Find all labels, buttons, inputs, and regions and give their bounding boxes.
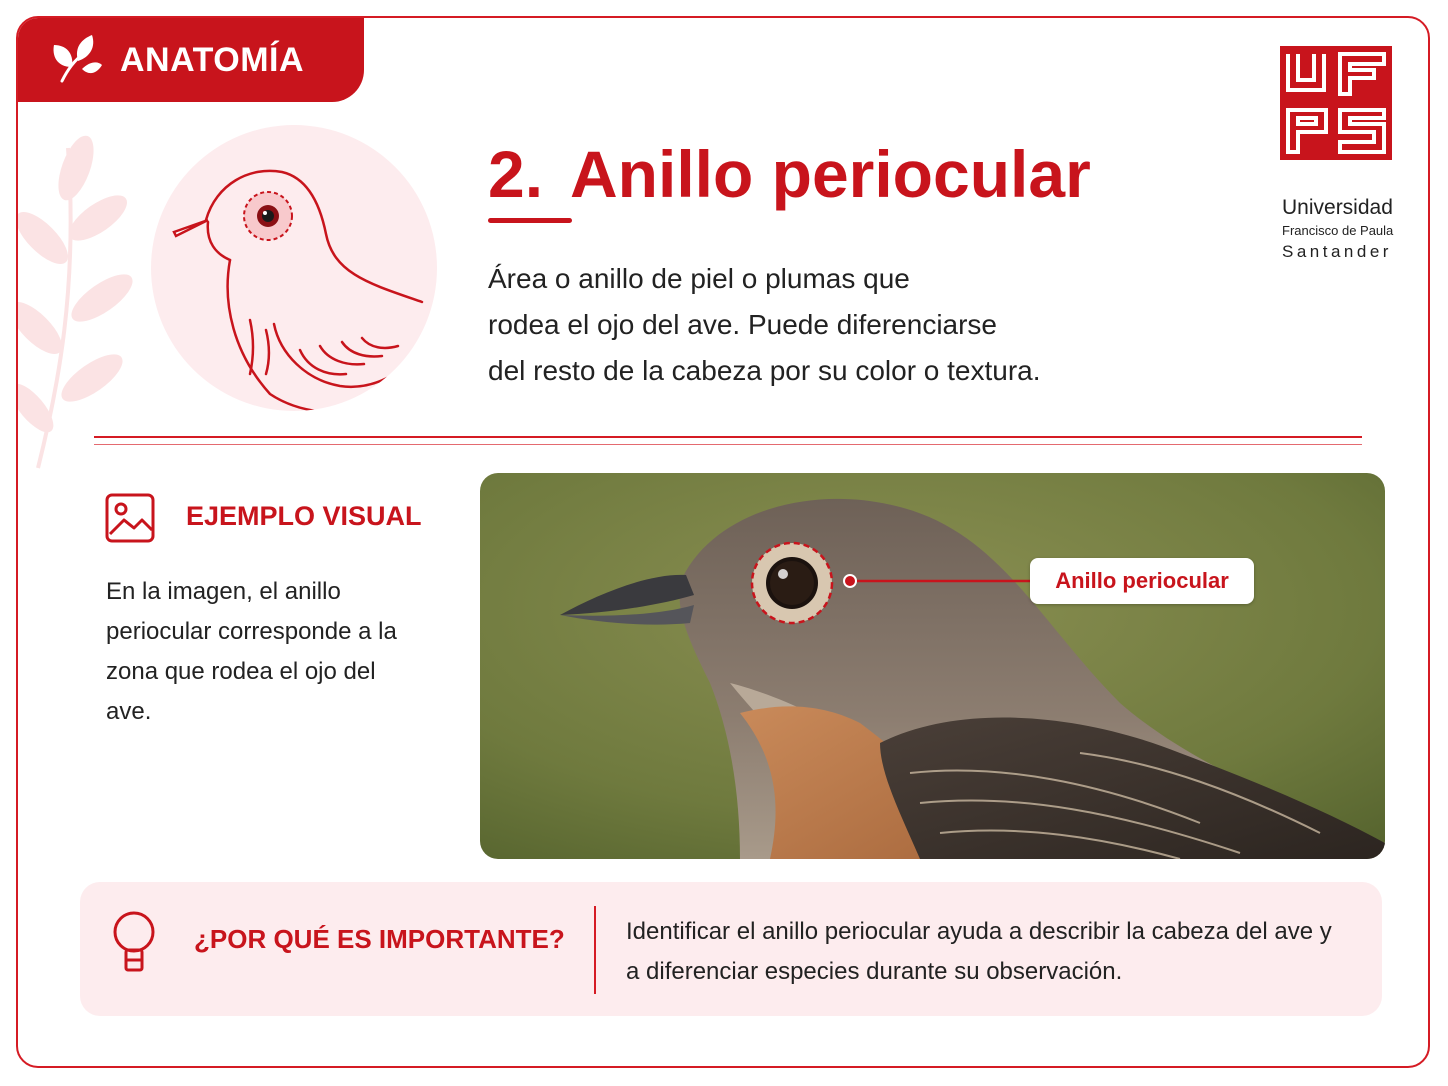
description-line: Área o anillo de piel o plumas que bbox=[488, 263, 910, 294]
section-divider bbox=[94, 436, 1362, 438]
importance-separator bbox=[594, 906, 596, 994]
description-line: del resto de la cabeza por su color o textura. bbox=[488, 355, 1041, 386]
title-underline bbox=[488, 218, 572, 223]
description-line: rodea el ojo del ave. Puede diferenciarse bbox=[488, 309, 998, 340]
title-number: 2. bbox=[488, 137, 544, 211]
importance-text: Identificar el anillo periocular ayuda a describir la cabeza del ave y a diferenciar especies durante su observación. bbox=[626, 918, 1332, 985]
magnifier-icon bbox=[110, 910, 158, 976]
logo-line-3: Santander bbox=[1282, 242, 1392, 261]
decorative-branch-icon bbox=[18, 128, 168, 488]
example-title: EJEMPLO VISUAL bbox=[186, 501, 422, 531]
example-text: En la imagen, el anillo periocular corresponde a la zona que rodea el ojo del ave. bbox=[106, 578, 397, 725]
section-divider-thin bbox=[94, 444, 1362, 445]
page-title: Anillo periocular bbox=[570, 137, 1091, 211]
importance-box bbox=[80, 882, 1382, 1016]
info-card bbox=[16, 16, 1430, 1068]
leaf-icon bbox=[50, 33, 104, 87]
image-icon bbox=[104, 492, 156, 544]
ufps-logo-icon bbox=[1280, 46, 1392, 160]
university-logo bbox=[1280, 46, 1410, 261]
bird-photo bbox=[480, 473, 1385, 859]
bird-photo-illustration bbox=[480, 473, 1385, 859]
category-tag bbox=[18, 18, 364, 102]
logo-line-1: Universidad bbox=[1282, 196, 1393, 219]
bird-illustration-icon bbox=[150, 124, 438, 412]
category-label: ANATOMÍA bbox=[120, 40, 305, 79]
logo-line-2: Francisco de Paula bbox=[1282, 223, 1394, 238]
description bbox=[488, 256, 1128, 394]
importance-title: ¿POR QUÉ ES IMPORTANTE? bbox=[194, 924, 565, 954]
photo-callout-label: Anillo periocular bbox=[1030, 558, 1254, 604]
